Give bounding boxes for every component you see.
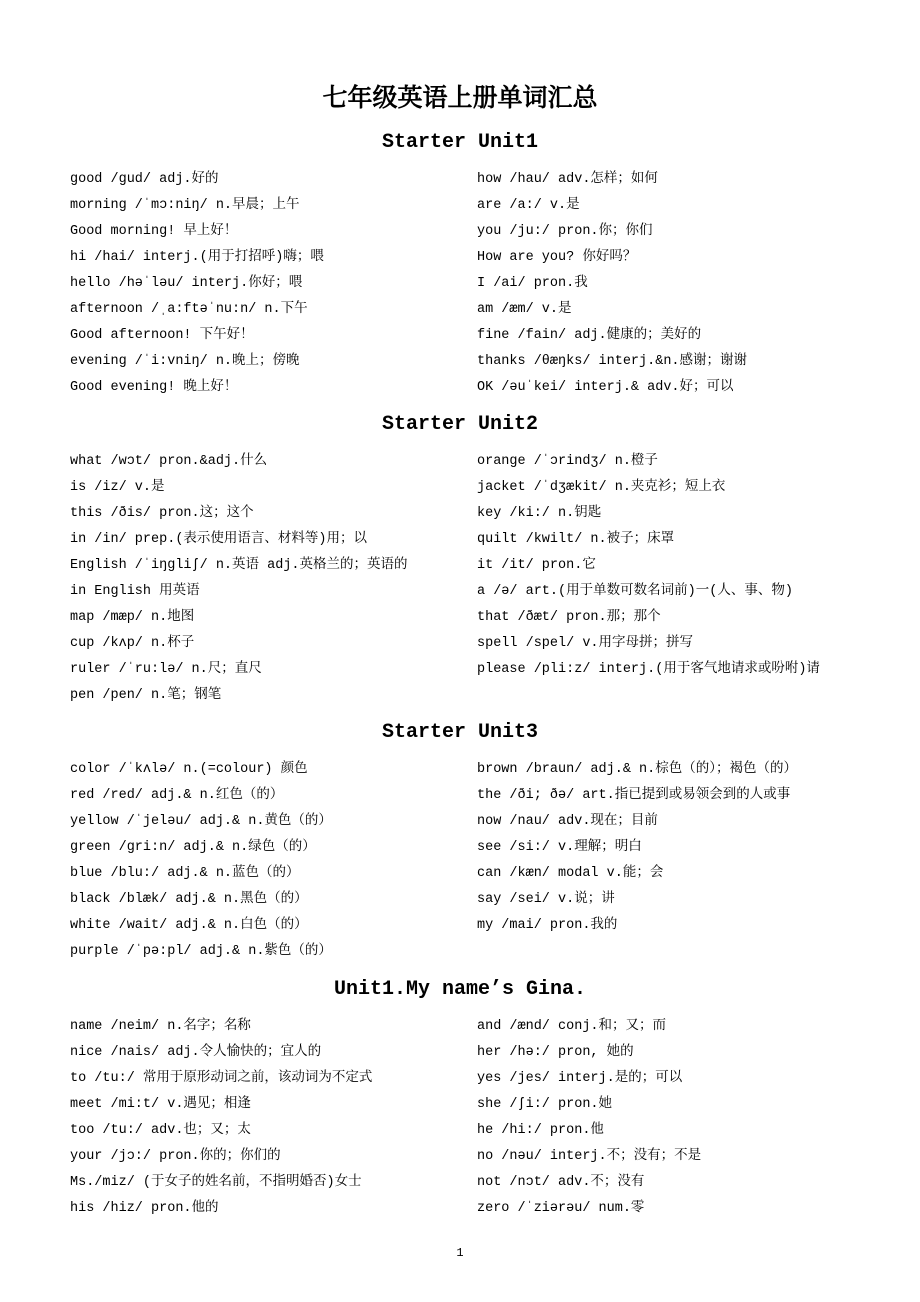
- vocab-entry: my /mai/ pron.我的: [477, 918, 618, 933]
- vocab-entry: spell /spel/ v.用字母拼；拼写: [477, 636, 694, 651]
- vocab-entry: zero /ˈziərəu/ num.零: [477, 1201, 645, 1216]
- vocab-entry: thanks /θæŋks/ interj.&n.感谢；谢谢: [477, 354, 748, 369]
- vocab-entry: you /ju:/ pron.你；你们: [477, 224, 653, 239]
- vocab-entry: brown /braun/ adj.& n.棕色（的）；褐色（的）: [477, 762, 797, 777]
- vocab-entry: Good morning! 早上好！: [70, 224, 238, 239]
- vocab-entry: I /ai/ pron.我: [477, 276, 588, 291]
- vocab-entry: afternoon /ˌa:ftəˈnu:n/ n.下午: [70, 302, 308, 317]
- vocab-entry: please /pli:z/ interj.(用于客气地请求或吩咐)请: [477, 662, 820, 677]
- vocab-entry: her /hə:/ pron, 她的: [477, 1045, 634, 1060]
- vocab-entry: jacket /ˈdʒækit/ n.夹克衫；短上衣: [477, 480, 726, 495]
- vocab-entry: too /tu:/ adv.也；又；太: [70, 1123, 251, 1138]
- left-column: [70, 1014, 372, 1222]
- vocab-entry: name /neim/ n.名字；名称: [70, 1019, 251, 1034]
- vocab-entry: is /iz/ v.是: [70, 480, 165, 495]
- vocab-entry: yes /jes/ interj.是的；可以: [477, 1071, 683, 1086]
- right-column: [477, 1014, 701, 1222]
- right-column: [477, 757, 797, 939]
- vocab-entry: he /hi:/ pron.他: [477, 1123, 604, 1138]
- left-column: [70, 757, 332, 965]
- vocab-entry: Ms./miz/ (于女子的姓名前，不指明婚否)女士: [70, 1175, 362, 1190]
- vocab-section: [0, 130, 920, 395]
- page-title: 七年级英语上册单词汇总: [322, 83, 598, 112]
- vocab-entry: blue /blu:/ adj.& n.蓝色（的）: [70, 866, 300, 881]
- vocab-entry: your /jɔ:/ pron.你的；你们的: [70, 1149, 281, 1164]
- vocab-entry: the /ði; ðə/ art.指已提到或易领会到的人或事: [477, 788, 791, 803]
- vocab-entry: key /ki:/ n.钥匙: [477, 506, 602, 521]
- vocab-entry: it /it/ pron.它: [477, 558, 596, 573]
- vocab-entry: quilt /kwilt/ n.被子；床罩: [477, 532, 675, 547]
- vocab-entry: can /kæn/ modal v.能；会: [477, 866, 664, 881]
- vocab-entry: OK /əuˈkei/ interj.& adv.好；可以: [477, 380, 734, 395]
- vocab-entry: orange /ˈɔrindʒ/ n.橙子: [477, 454, 658, 469]
- vocab-entry: English /ˈiŋgliʃ/ n.英语 adj.英格兰的；英语的: [70, 558, 408, 573]
- vocab-entry: yellow /ˈjeləu/ adj.& n.黄色（的）: [70, 814, 332, 829]
- page-number: 1: [456, 1246, 464, 1260]
- vocab-entry: morning /ˈmɔ:niŋ/ n.早晨；上午: [70, 198, 300, 213]
- left-column: [70, 167, 324, 401]
- vocab-entry: this /ðis/ pron.这；这个: [70, 506, 254, 521]
- vocab-entry: in /in/ prep.(表示使用语言、材料等)用；以: [70, 532, 368, 547]
- vocab-entry: am /æm/ v.是: [477, 302, 572, 317]
- vocab-entry: not /nɔt/ adv.不；没有: [477, 1175, 645, 1190]
- vocab-section: [0, 720, 920, 959]
- vocab-entry: meet /mi:t/ v.遇见；相逢: [70, 1097, 251, 1112]
- left-column: [70, 449, 408, 709]
- vocab-entry: hi /hai/ interj.(用于打招呼)嗨；喂: [70, 250, 324, 265]
- vocab-entry: cup /kʌp/ n.杯子: [70, 636, 195, 651]
- vocab-entry: Good evening! 晚上好！: [70, 380, 238, 395]
- vocab-entry: a /ə/ art.(用于单数可数名词前)一(人、事、物): [477, 584, 793, 599]
- vocab-entry: are /a:/ v.是: [477, 198, 580, 213]
- vocab-entry: ruler /ˈru:lə/ n.尺；直尺: [70, 662, 262, 677]
- vocab-entry: how /hau/ adv.怎样；如何: [477, 172, 658, 187]
- vocab-entry: fine /fain/ adj.健康的；美好的: [477, 328, 702, 343]
- vocab-entry: pen /pen/ n.笔；钢笔: [70, 688, 222, 703]
- vocab-entry: map /mæp/ n.地图: [70, 610, 195, 625]
- vocab-entry: no /nəu/ interj.不；没有；不是: [477, 1149, 702, 1164]
- right-column: [477, 167, 747, 401]
- vocab-entry: hello /həˈləu/ interj.你好；喂: [70, 276, 303, 291]
- vocab-entry: How are you? 你好吗？: [477, 250, 637, 265]
- vocab-entry: she /ʃi:/ pron.她: [477, 1097, 613, 1112]
- vocab-entry: and /ænd/ conj.和；又；而: [477, 1019, 667, 1034]
- vocab-entry: his /hiz/ pron.他的: [70, 1201, 219, 1216]
- section-heading: Starter Unit3: [381, 721, 539, 744]
- vocab-entry: Good afternoon! 下午好！: [70, 328, 254, 343]
- vocab-section: [0, 412, 920, 703]
- vocab-entry: good /gud/ adj.好的: [70, 172, 219, 187]
- section-heading: Starter Unit1: [381, 131, 539, 154]
- vocab-entry: see /si:/ v.理解；明白: [477, 840, 642, 855]
- vocab-entry: color /ˈkʌlə/ n.(=colour) 颜色: [70, 762, 308, 777]
- vocab-entry: purple /ˈpə:pl/ adj.& n.紫色（的）: [70, 944, 332, 959]
- vocab-entry: nice /nais/ adj.令人愉快的；宜人的: [70, 1045, 322, 1060]
- vocab-entry: now /nau/ adv.现在；目前: [477, 814, 658, 829]
- vocab-entry: red /red/ adj.& n.红色（的）: [70, 788, 284, 803]
- right-column: [477, 449, 820, 683]
- vocab-entry: to /tu:/ 常用于原形动词之前，该动词为不定式: [70, 1071, 373, 1086]
- vocab-entry: evening /ˈi:vniŋ/ n.晚上；傍晚: [70, 354, 300, 369]
- vocab-section: [0, 977, 920, 1216]
- vocab-entry: white /wait/ adj.& n.白色（的）: [70, 918, 308, 933]
- vocab-entry: say /sei/ v.说；讲: [477, 892, 615, 907]
- vocab-entry: in English 用英语: [70, 584, 200, 599]
- section-heading: Unit1.My name’s Gina.: [333, 978, 587, 1001]
- vocab-entry: that /ðæt/ pron.那；那个: [477, 610, 661, 625]
- section-heading: Starter Unit2: [381, 413, 539, 436]
- vocab-entry: what /wɔt/ pron.&adj.什么: [70, 454, 268, 469]
- vocab-entry: green /gri:n/ adj.& n.绿色（的）: [70, 840, 316, 855]
- vocab-entry: black /blæk/ adj.& n.黑色（的）: [70, 892, 308, 907]
